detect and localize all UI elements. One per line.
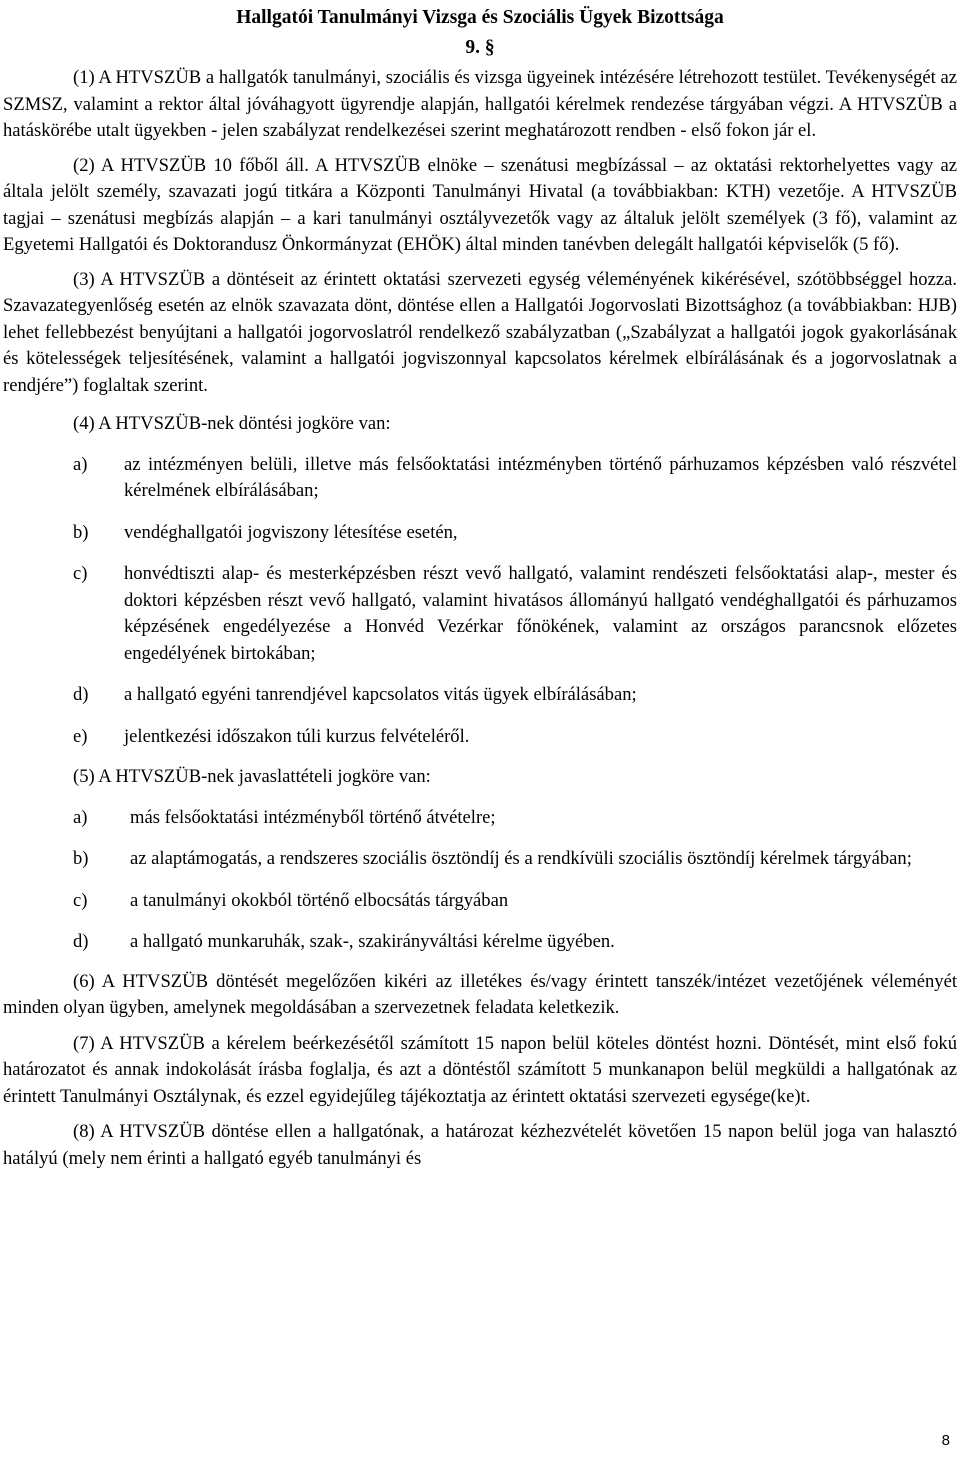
list-item-marker: c)	[73, 563, 88, 584]
list-item-text: a hallgató egyéni tanrendjével kapcsolatos vitás ügyek elbírálásában;	[124, 684, 637, 705]
list-item	[3, 724, 957, 751]
decision-powers-list	[3, 452, 957, 751]
page-number: 8	[941, 1432, 950, 1449]
list-item	[3, 846, 957, 873]
list-item	[3, 682, 957, 709]
list-item-marker: a)	[73, 453, 88, 475]
list-item-text: a hallgató munkaruhák, szak-, szakirányváltási kérelme ügyében.	[130, 931, 615, 952]
document-title: Hallgatói Tanulmányi Vizsga és Szociális Ügyek Bizottsága	[236, 7, 724, 28]
list-item-marker: e)	[73, 725, 88, 747]
list-item-marker: a)	[73, 806, 88, 828]
paragraph-2: (2) A HTVSZÜB 10 főből áll. A HTVSZÜB elnöke – szenátusi megbízással – az oktatási rektorhelyettes vagy az általa jelölt személy, szavazati jogú titkára a Központi Tanulmányi Hivatal (a továbbiakban: KTH) vezetője. A HTVSZÜB tagjai – szenátusi megbízás alapján – a kari tanulmányi osztályvezetők vagy az általuk jelölt személyek (3 fő), valamint az Egyetemi Hallgatói és Doktorandusz Önkormányzat (EHÖK) által minden tanévben delegált hallgatói képviselők (5 fő).	[3, 154, 957, 255]
list-item	[3, 520, 957, 547]
paragraph-6: (6) A HTVSZÜB döntését megelőzően kikéri az illetékes és/vagy érintett tanszék/intézet vezetőjének véleményét minden olyan ügyben, amelynek megoldásában a szervezetnek feladata keletkezik.	[3, 970, 957, 1018]
list-item-text: az alaptámogatás, a rendszeres szociális ösztöndíj és a rendkívüli szociális ösztöndíj kérelmek tárgyában;	[130, 848, 912, 869]
list-item	[3, 561, 957, 667]
list-item	[3, 805, 957, 832]
list-item-marker: d)	[73, 684, 89, 705]
list-item-text: az intézményen belüli, illetve más felsőoktatási intézményben történő párhuzamos képzésben való részvétel kérelmének elbírálásában;	[124, 453, 957, 501]
paragraph-5-heading: (5) A HTVSZÜB-nek javaslattételi jogköre van:	[73, 766, 431, 787]
list-item-text: vendéghallgatói jogviszony létesítése esetén,	[124, 521, 458, 543]
paragraph-3: (3) A HTVSZÜB a döntéseit az érintett oktatási szervezeti egység véleményének kikérésével, szótöbbséggel hozza. Szavazategyenlőség esetén az elnök szavazata dönt, döntése ellen a Hallgatói Jogorvoslati Bizottsághoz (a továbbiakban: HJB) lehet fellebbezést benyújtani a hallgatói jogorvoslatról rendelkező szabályzatban („Szabályzat a hallgatói jogok gyakorlásának és kötelességek teljesítésének, valamint a hallgatói jogviszonnyal kapcsolatos kérelmek elbírálásának és a jogorvoslatnak a rendjére”) foglaltak szerint.	[3, 268, 957, 396]
list-item	[3, 929, 957, 956]
list-item	[3, 452, 957, 505]
paragraph-4-heading: (4) A HTVSZÜB-nek döntési jogköre van:	[73, 413, 391, 434]
list-item-text: jelentkezési időszakon túli kurzus felvételéről.	[124, 725, 470, 747]
list-item-text: más felsőoktatási intézményből történő átvételre;	[130, 806, 496, 828]
list-item-text: a tanulmányi okokból történő elbocsátás tárgyában	[130, 889, 509, 911]
paragraph-7: (7) A HTVSZÜB a kérelem beérkezésétől számított 15 napon belül köteles döntést hozni. Döntését, mint első fokú határozatot és annak indokolását írásba foglalja, és azt a döntéstől számított 5 munkanapon belül megküldi a hallgatónak az érintett Tanulmányi Osztálynak, és ezzel egyidejűleg tájékoztatja az érintett oktatási szervezeti egysége(ke)t.	[3, 1032, 957, 1107]
list-item-marker: b)	[73, 521, 89, 543]
list-item-marker: d)	[73, 931, 89, 952]
list-item-marker: c)	[73, 889, 88, 911]
paragraph-1: (1) A HTVSZÜB a hallgatók tanulmányi, szociális és vizsga ügyeinek intézésére létrehozott testület. Tevékenységét az SZMSZ, valamint a rektor által jóváhagyott ügyrendje alapján, hallgatói kérelmek rendezése tárgyában végzi. A HTVSZÜB a hatáskörébe utalt ügyekben - jelen szabályzat rendelkezései szerint meghatározott rendben - első fokon jár el.	[3, 67, 957, 141]
proposal-powers-list	[3, 805, 957, 956]
paragraph-8: (8) A HTVSZÜB döntése ellen a hallgatónak, a határozat kézhezvételét követően 15 napon belül joga van halasztó hatályú (mely nem érinti a hallgató egyéb tanulmányi és	[3, 1121, 957, 1169]
list-item-text: honvédtiszti alap- és mesterképzésben részt vevő hallgató, valamint rendészeti felsőoktatási alap-, mester és doktori képzésben részt vevő hallgató, valamint hivatásos állományú hallgató vendéghallgatói és párhuzamos képzésének engedélyezése a Honvéd Vezérkar főnökének, valamint az országos parancsnok előzetes engedélyének birtokában;	[124, 563, 957, 664]
document-page	[3, 5, 957, 1181]
list-item	[3, 888, 957, 915]
list-item-marker: b)	[73, 848, 89, 869]
section-number: 9. §	[465, 37, 495, 58]
